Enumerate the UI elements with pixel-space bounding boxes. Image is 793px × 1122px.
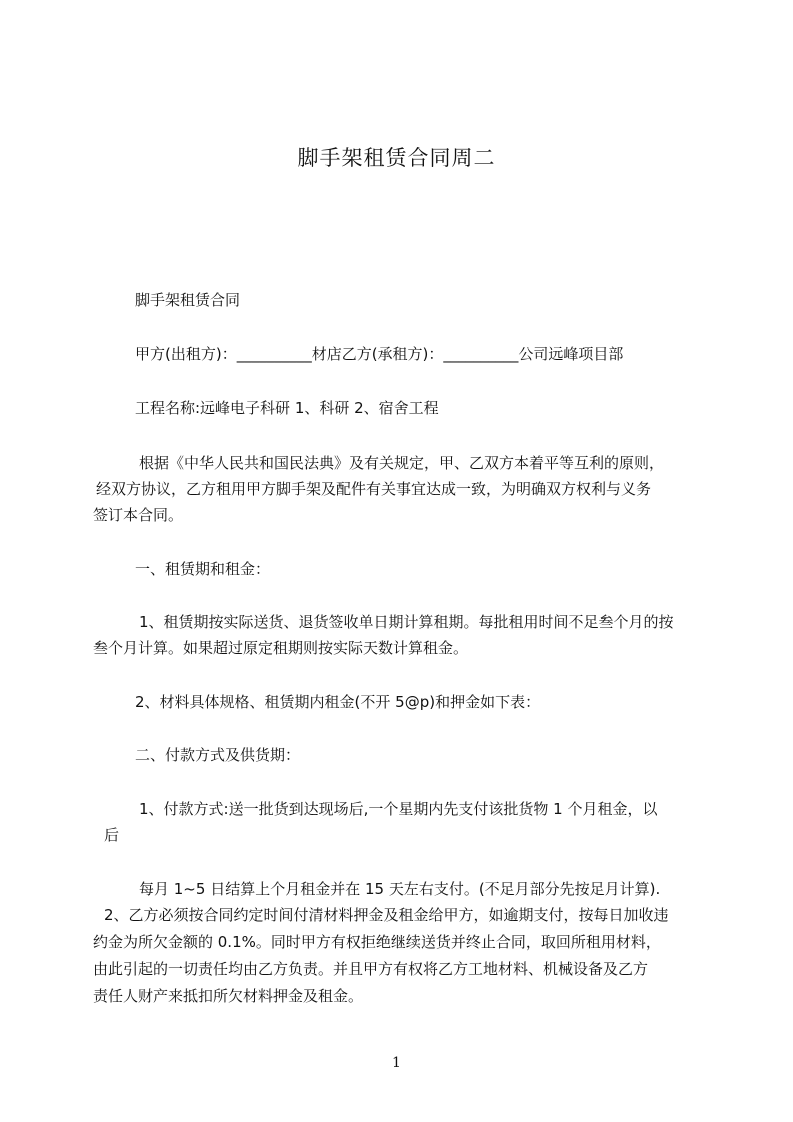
section-2-heading: 二、付款方式及供货期： bbox=[135, 746, 301, 764]
payment-schedule-line: 每月 1~5 日结算上个月租金并在 15 天左右支付。(不足月部分先按足月计算). bbox=[139, 880, 661, 898]
page-number: 1 bbox=[392, 1055, 401, 1071]
parties-line: 甲方(出租方)：__________材店乙方(承租方)：__________公司远峰项目部 bbox=[135, 345, 624, 363]
clause-1-1-line-1: 1、租赁期按实际送货、退货签收单日期计算租期。每批租用时间不足叁个月的按 bbox=[139, 613, 674, 631]
preamble-line-2: 经双方协议，乙方租用甲方脚手架及配件有关事宜达成一致，为明确双方权利与义务 bbox=[96, 480, 652, 498]
clause-2-2-line-4: 责任人财产来抵扣所欠材料押金及租金。 bbox=[93, 987, 364, 1005]
section-1-heading: 一、租赁期和租金： bbox=[135, 560, 271, 578]
preamble-line-3: 签订本合同。 bbox=[93, 506, 184, 524]
document-title: 脚手架租赁合同周二 bbox=[297, 146, 496, 170]
clause-1-1-line-2: 叁个月计算。如果超过原定租期则按实际天数计算租金。 bbox=[93, 639, 469, 657]
clause-2-1-line-1: 1、付款方式:送一批货到达现场后,一个星期内先支付该批货物 1 个月租金，以 bbox=[139, 800, 658, 818]
preamble-line-1: 根据《中华人民共和国民法典》及有关规定，甲、乙双方本着平等互利的原则， bbox=[139, 454, 665, 472]
clause-2-1-line-2: 后 bbox=[104, 826, 120, 844]
project-name-line: 工程名称:远峰电子科研 1、科研 2、宿舍工程 bbox=[135, 399, 439, 417]
clause-1-2-line: 2、材料具体规格、租赁期内租金(不开 5@p)和押金如下表： bbox=[135, 693, 541, 711]
clause-2-2-line-1: 2、乙方必须按合同约定时间付清材料押金及租金给甲方，如逾期支付，按每日加收违 bbox=[104, 906, 669, 924]
clause-2-2-line-3: 由此引起的一切责任均由乙方负责。并且甲方有权将乙方工地材料、机械设备及乙方 bbox=[93, 960, 649, 978]
clause-2-2-line-2: 约金为所欠金额的 0.1%。同时甲方有权拒绝继续送货并终止合同，取回所租用材料， bbox=[93, 933, 661, 951]
subtitle-line: 脚手架租赁合同 bbox=[135, 291, 241, 309]
